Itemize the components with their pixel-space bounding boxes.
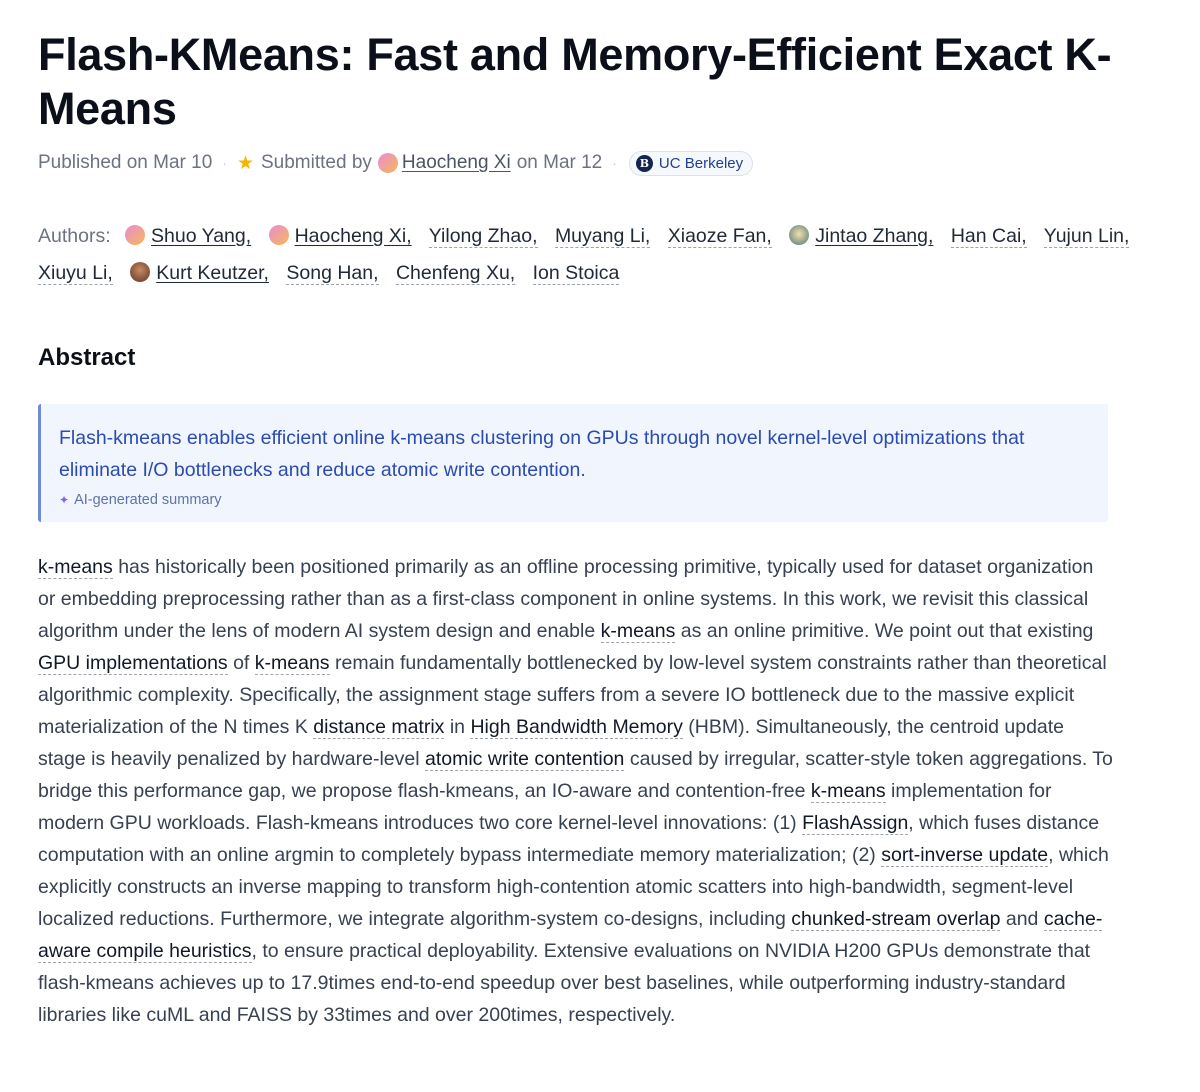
submitted-by-label: Submitted by — [261, 152, 372, 173]
ai-summary-box — [38, 404, 1108, 522]
abstract-text-segment: , which fuses distance computation with an online argmin to completely bypass intermediate memory materialization; (2) — [38, 812, 1100, 866]
author-avatar — [789, 225, 809, 245]
author-name[interactable]: Jintao Zhang, — [815, 225, 934, 247]
author-avatar — [130, 262, 150, 282]
glossary-term-link[interactable]: FlashAssign — [802, 812, 909, 834]
glossary-term-link[interactable]: cache-aware compile heuristics — [38, 908, 1103, 962]
author-name[interactable]: Haocheng Xi, — [294, 225, 412, 247]
glossary-term-link[interactable]: k-means — [38, 556, 113, 578]
organization-name: UC Berkeley — [658, 154, 744, 172]
ai-summary-label: AI-generated summary — [74, 492, 222, 508]
berkeley-logo-icon: B — [636, 155, 653, 172]
author-item[interactable] — [429, 225, 538, 247]
author-avatar — [125, 225, 145, 245]
author-item[interactable] — [396, 262, 515, 284]
separator-dot: · — [222, 155, 227, 171]
star-icon: ★ — [236, 152, 254, 174]
abstract-text-segment: and — [1000, 908, 1044, 930]
author-item[interactable] — [269, 225, 412, 247]
abstract-text-segment: as an online primitive. We point out that existing — [675, 620, 1094, 642]
author-item[interactable] — [668, 225, 772, 247]
organization-badge[interactable] — [629, 151, 753, 176]
glossary-term-link[interactable]: distance matrix — [313, 716, 445, 738]
author-name[interactable]: Song Han, — [286, 262, 379, 284]
author-name[interactable]: Shuo Yang, — [151, 225, 252, 247]
abstract-text-segment: , to ensure practical deployability. Extensive evaluations on NVIDIA H200 GPUs demonstrate that flash-kmeans achieves up to 17.9times end-to-end speedup over best baselines, while outperforming industry-standard libraries like cuML and FAISS by 33times and over 200times, respectively. — [38, 940, 1091, 1026]
abstract-text-segment: (HBM). Simultaneously, the centroid update stage is heavily penalized by hardware-level — [38, 716, 1065, 770]
author-avatar — [269, 225, 289, 245]
author-item[interactable] — [38, 262, 113, 284]
author-item[interactable] — [951, 225, 1027, 247]
author-name[interactable]: Ion Stoica — [532, 262, 620, 284]
author-name[interactable]: Han Cai, — [950, 225, 1027, 247]
paper-meta — [38, 146, 753, 180]
author-item[interactable] — [286, 262, 378, 284]
author-item[interactable] — [555, 225, 650, 247]
glossary-term-link[interactable]: chunked-stream overlap — [791, 908, 1001, 930]
submitter-link[interactable]: Haocheng Xi — [401, 152, 511, 173]
submitter-avatar[interactable] — [378, 153, 398, 173]
published-date: Published on Mar 10 — [38, 152, 213, 173]
submitted-date: on Mar 12 — [516, 152, 603, 173]
author-item[interactable] — [130, 262, 269, 284]
abstract-text-segment: in — [444, 716, 471, 738]
authors-list — [38, 218, 1188, 292]
glossary-term-link[interactable]: High Bandwidth Memory — [470, 716, 683, 738]
abstract-heading: Abstract — [38, 344, 136, 371]
ai-summary-note — [59, 492, 1088, 508]
ai-summary-text: Flash-kmeans enables efficient online k-means clustering on GPUs through novel kernel-level optimizations that eliminate I/O bottlenecks and reduce atomic write contention. — [59, 427, 1025, 481]
glossary-term-link[interactable]: sort-inverse update — [881, 844, 1049, 866]
author-name[interactable]: Yujun Lin, — [1043, 225, 1130, 247]
abstract-text — [38, 551, 1113, 1031]
abstract-text-segment: of — [227, 652, 255, 674]
glossary-term-link[interactable]: atomic write contention — [424, 748, 625, 770]
author-item[interactable] — [789, 225, 933, 247]
author-name[interactable]: Xiuyu Li, — [38, 262, 113, 284]
author-name[interactable]: Xiaoze Fan, — [667, 225, 772, 247]
abstract-text-segment: implementation for modern GPU workloads. Flash-kmeans introduces two core kernel-level innovations: (1) — [38, 780, 1052, 834]
author-name[interactable]: Muyang Li, — [554, 225, 651, 247]
author-name[interactable]: Chenfeng Xu, — [395, 262, 516, 284]
glossary-term-link[interactable]: k-means — [254, 652, 330, 674]
glossary-term-link[interactable]: k-means — [810, 780, 886, 802]
author-item[interactable] — [533, 262, 620, 284]
abstract-text-segment: , which explicitly constructs an inverse mapping to transform high-contention atomic scatters into high-bandwidth, segment-level localized reductions. Furthermore, we integrate algorithm-system co-designs, including — [38, 844, 1109, 930]
page-title: Flash-KMeans: Fast and Memory-Efficient Exact K-Means — [38, 29, 1112, 134]
author-item[interactable] — [1044, 225, 1130, 247]
author-name[interactable]: Yilong Zhao, — [428, 225, 538, 247]
separator-dot: · — [612, 155, 617, 171]
glossary-term-link[interactable]: k-means — [600, 620, 676, 642]
author-name[interactable]: Kurt Keutzer, — [156, 262, 269, 284]
sparkle-icon: ✦ — [59, 493, 70, 507]
abstract-text-segment: has historically been positioned primarily as an offline processing primitive, typically used for dataset organization or embedding preprocessing rather than as a first-class component in online systems. In this work, we revisit this classical algorithm under the lens of modern AI system design and enable — [38, 556, 1094, 642]
abstract-text-segment: caused by irregular, scatter-style token aggregations. To bridge this performance gap, we propose flash-kmeans, an IO-aware and contention-free — [38, 748, 1113, 802]
glossary-term-link[interactable]: GPU implementations — [38, 652, 228, 674]
abstract-text-segment: remain fundamentally bottlenecked by low-level system constraints rather than theoretical algorithmic complexity. Specifically, the assignment stage suffers from a severe IO bottleneck due to the massive explicit materialization of the N times K — [38, 652, 1107, 738]
authors-label: Authors: — [38, 225, 111, 247]
author-item[interactable] — [125, 225, 251, 247]
